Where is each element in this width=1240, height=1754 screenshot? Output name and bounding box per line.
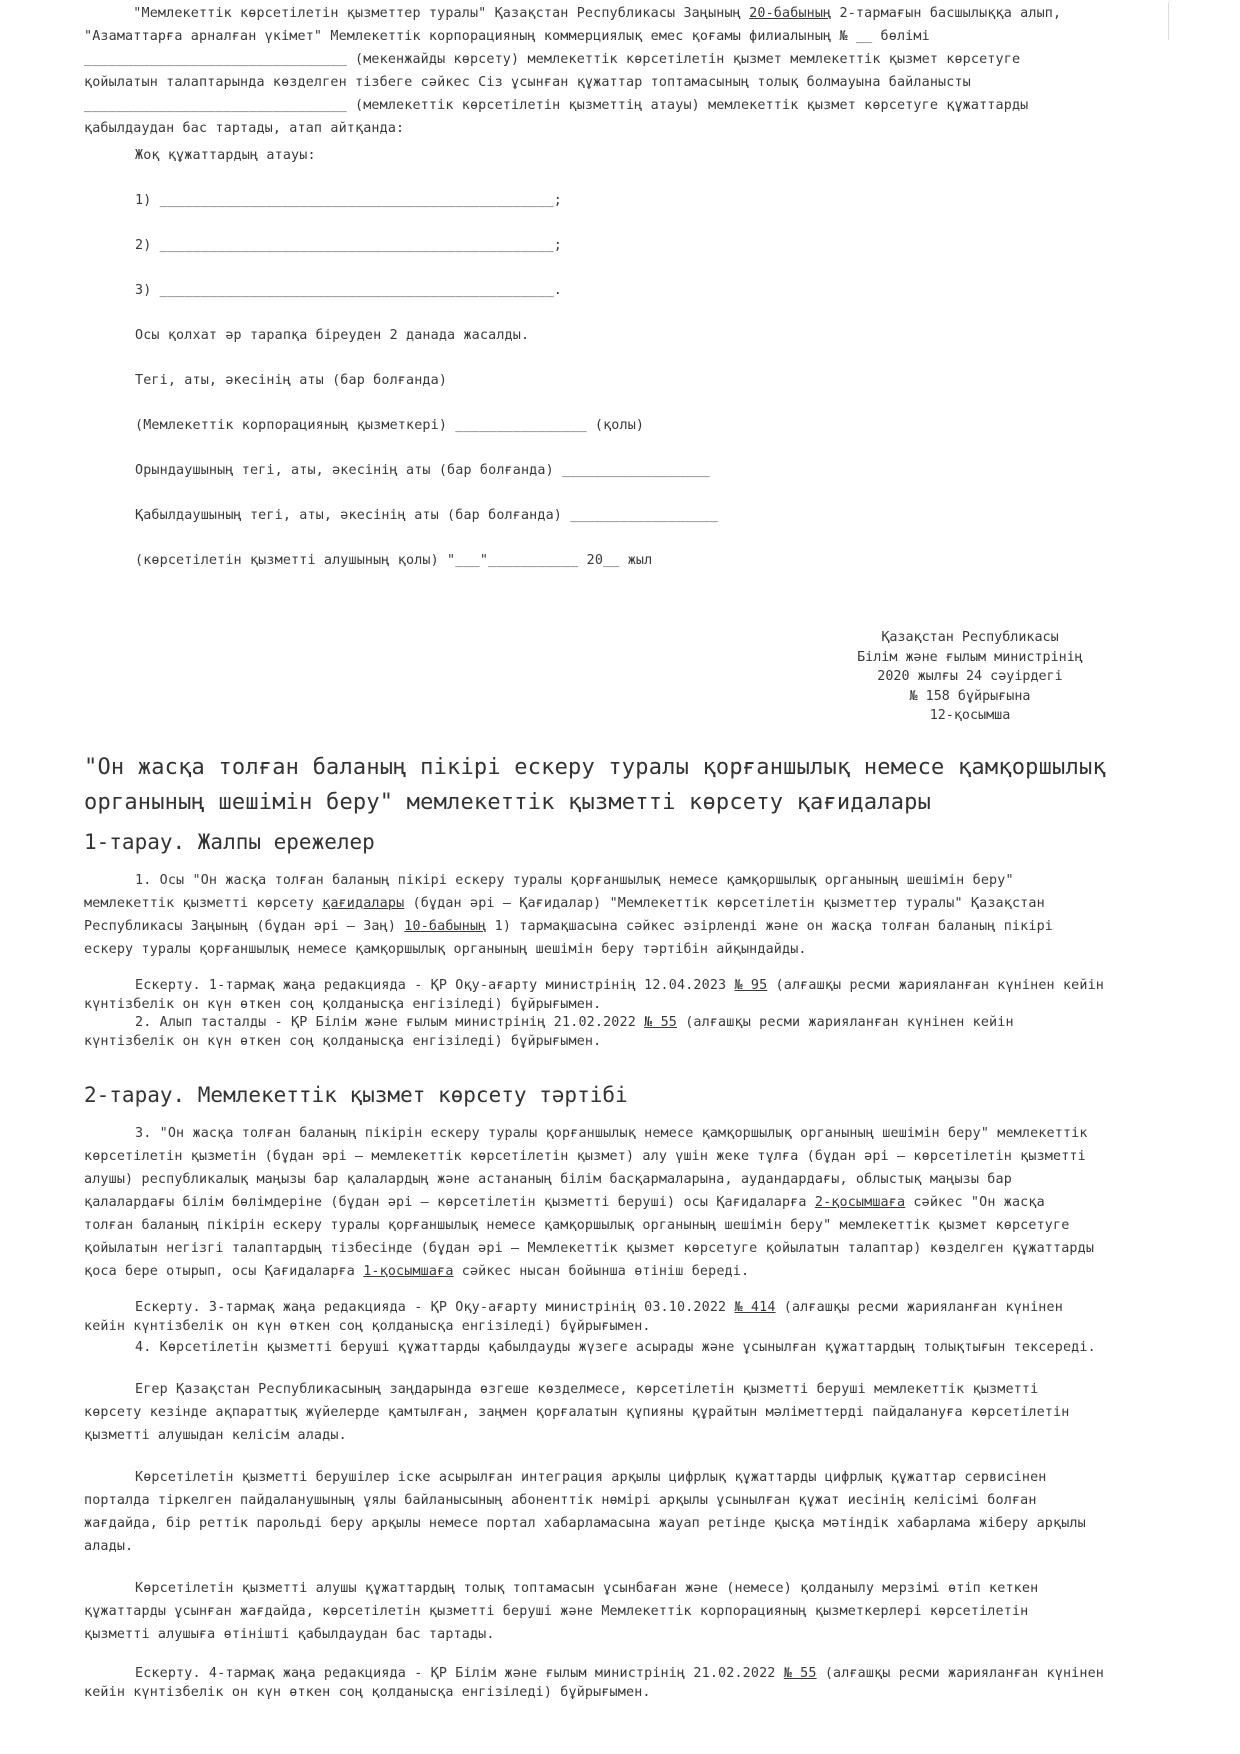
chapter-1 — [84, 827, 1164, 1051]
appendix-1-link[interactable]: 1-қосымшаға — [363, 1264, 454, 1279]
stamp-line: № 158 бұйрығына — [909, 688, 1031, 704]
paragraph-1-line: ескеру туралы қорғаншылық немесе қамқоршылық органының шешімін беру тәртібін айқындайды. — [84, 942, 807, 957]
paragraph-3-line: қалалардағы білім бөлімдеріне (бұдан әрі – көрсетілетін қызметті беруші) осы Қағидаларға 2-қосымшаға сәйкес "Он жасқа — [84, 1195, 1045, 1210]
stamp-line: Қазақстан Республикасы — [881, 630, 1059, 645]
employee-signature-line: (Мемлекеттік корпорацияның қызметкері) ________________ (қолы) — [135, 418, 645, 433]
digital-docs-line: порталда тіркелген пайдаланушының ұялы байланысының абоненттік нөмірі арқылы ұсынылған құжат иесінің келісімі болған — [84, 1493, 1037, 1508]
missing-docs-label: Жоқ құжаттардың атауы: — [135, 148, 316, 163]
appendix-2-link[interactable]: 2-қосымшаға — [814, 1195, 906, 1210]
order-95-link[interactable]: № 95 — [734, 978, 768, 993]
paragraph-1-line: Республикасы Заңының (бұдан әрі – Заң) 10-бабының 1) тармақшасына сәйкес әзірленді және он жасқа толған баланың пікірі — [84, 919, 1054, 934]
note-4-line: кейін күнтізбелік он күн өткен соң қолданысқа енгізіледі) бұйрығымен. — [84, 1684, 651, 1700]
receiver-line: Қабылдаушының тегі, аты, әкесінің аты (бар болғанда) __________________ — [135, 508, 719, 523]
order-55-link[interactable]: № 55 — [783, 1666, 817, 1681]
refusal-line: құжаттарды ұсынған жағдайда, көрсетілетін қызметті беруші және Мемлекеттік корпорацияның қызметкерлері көрсетілетін — [84, 1604, 1029, 1619]
receipt-intro-line: қабылдаудан бас тартады, атап айтқанда: — [84, 121, 405, 136]
name-label: Тегі, аты, әкесінің аты (бар болғанда) — [135, 373, 448, 388]
digital-docs-line: алады. — [84, 1539, 134, 1554]
note-4-line: Ескерту. 4-тармақ жаңа редакцияда - ҚР Білім және ғылым министрінің 21.02.2022 № 55 (алғашқы ресми жарияланған күнінен — [135, 1666, 1105, 1681]
digital-docs-line: жағдайда, бір реттік парольді беру арқылы немесе портал хабарламасына жауап ретінде қысқа мәтіндік хабарлама жіберу арқылы — [84, 1516, 1086, 1531]
receipt-intro-line: қойылатын талаптарында көзделген тізбеге сәйкес Сіз ұсынған құжаттар топтамасының толық болмауына байланысты — [84, 75, 971, 90]
missing-docs-block — [84, 144, 1164, 572]
chapter-2-heading: 2-тарау. Мемлекеттік қызмет көрсету тәртібі — [84, 1083, 628, 1107]
paragraph-2-line: 2. Алып тасталды - ҚР Білім және ғылым министрінің 21.02.2022 № 55 (алғашқы ресми жарияланған күнінен кейін — [135, 1015, 1014, 1030]
note-3-line: кейін күнтізбелік он күн өткен соң қолданысқа енгізіледі) бұйрығымен. — [84, 1318, 651, 1334]
missing-doc-item: 3) ________________________________________________. — [135, 283, 563, 298]
refusal-line: Көрсетілетін қызметті алушы құжаттардың толық топтамасын ұсынбаған және (немесе) қолданылу мерзімі өтіп кеткен — [135, 1581, 1039, 1596]
receipt-intro-line: "Азаматтарға арналған үкімет" Мемлекеттік корпорацияның коммерциялық емес қоғамы филиалының № __ бөлімі — [84, 29, 930, 44]
note-1-line: күнтізбелік он күн өткен соң қолданысқа енгізіледі) бұйрығымен. — [84, 996, 602, 1012]
paragraph-4: 4. Көрсетілетін қызметті беруші құжаттарды қабылдауды жүзеге асырады және ұсынылған құжаттардың толықтығын тексереді. — [135, 1340, 1096, 1355]
note-1-line: Ескерту. 1-тармақ жаңа редакцияда - ҚР Оқу-ағарту министрінің 12.04.2023 № 95 (алғашқы ресми жарияланған күнінен кейін — [135, 978, 1105, 993]
paragraph-3-line: қоса бере отырып, осы Қағидаларға 1-қосымшаға сәйкес нысан бойынша өтініш береді. — [84, 1264, 750, 1279]
refusal-line: қызметті алушыға өтінішті қабылдаудан бас тартады. — [84, 1627, 495, 1642]
consent-line: Егер Қазақстан Республикасының заңдарында өзгеше көзделмесе, көрсетілетін қызметті беруші мемлекеттік қызметті — [135, 1382, 1039, 1397]
receipt-intro-line: "Мемлекеттік көрсетілетін қызметтер туралы" Қазақстан Республикасы Заңының 20-бабының 2-тармағын басшылыққа алып, — [84, 6, 1062, 21]
missing-doc-item: 1) ________________________________________________; — [135, 193, 563, 208]
stamp-line: Білім және ғылым министрінің — [857, 649, 1083, 665]
note-3-line: Ескерту. 3-тармақ жаңа редакцияда - ҚР Оқу-ағарту министрінің 03.10.2022 № 414 (алғашқы ресми жарияланған күнінен — [135, 1300, 1063, 1315]
missing-doc-item: 2) ________________________________________________; — [135, 238, 563, 253]
article-20-link[interactable]: 20-бабының — [749, 6, 832, 21]
digital-docs-line: Көрсетілетін қызметті берушілер іске асырылған интеграция арқылы цифрлық құжаттарды цифрлық құжаттар сервисінен — [135, 1470, 1047, 1485]
chapter-1-heading: 1-тарау. Жалпы ережелер — [84, 830, 375, 854]
paragraph-3-line: толған баланың пікірін ескеру туралы қорғаншылық немесе қамқоршылық органының шешімін беру" мемлекеттік қызмет көрсетуге — [84, 1218, 1070, 1233]
scrollbar-edge[interactable] — [1168, 0, 1173, 40]
receipt-form — [84, 2, 1164, 140]
article-10-link[interactable]: 10-бабының — [404, 919, 487, 934]
recipient-signature-line: (көрсетілетін қызметті алушының қолы) "___"___________ 20__ жыл — [135, 553, 653, 568]
document-title: "Он жасқа толған баланың пікірі ескеру туралы қорғаншылық немесе қамқоршылық органының шешімін беру" мемлекеттік қызметті көрсету қағидалары — [84, 755, 1106, 815]
paragraph-3-line: 3. "Он жасқа толған баланың пікірін ескеру туралы қорғаншылық немесе қамқоршылық органының шешімін беру" мемлекеттік — [135, 1126, 1088, 1141]
copies-note: Осы қолхат әр тарапқа біреуден 2 данада жасалды. — [135, 328, 530, 343]
consent-line: көрсету кезінде ақпараттық жүйелерде қамтылған, заңмен қорғалатын құпияны құрайтын мәліметтерді пайдалануға көрсетілетін — [84, 1405, 1070, 1420]
paragraph-1-line: мемлекеттік қызметті көрсету қағидалары (бұдан әрі – Қағидалар) "Мемлекеттік көрсетілетін қызметтер туралы" Қазақстан — [84, 896, 1045, 911]
stamp-line: 2020 жылғы 24 сәуірдегі — [877, 669, 1063, 685]
order-414-link[interactable]: № 414 — [734, 1300, 776, 1315]
paragraph-3-line: көрсетілетін қызметін (бұдан әрі – мемлекеттік көрсетілетін қызмет) алу үшін жеке тұлға (бұдан әрі – көрсетілетін қызметті — [84, 1149, 1086, 1164]
consent-line: қызметті алушыдан келісім алады. — [84, 1428, 347, 1443]
receipt-intro-line: ________________________________ (мекенжайды көрсету) мемлекеттік көрсетілетін қызмет мемлекеттік қызмет көрсетуге — [84, 52, 1021, 67]
appendix-stamp — [800, 628, 1140, 726]
receipt-intro-line: ________________________________ (мемлекеттік көрсетілетін қызметтің атауы) мемлекеттік қызмет көрсетуге құжаттарды — [84, 98, 1029, 113]
paragraph-3-line: алушы) республикалық маңызы бар қалалардың және астананың білім басқармаларына, аудандардағы, облыстық маңызы бар — [84, 1172, 1012, 1187]
paragraph-1-line: 1. Осы "Он жасқа толған баланың пікірі ескеру туралы қорғаншылық немесе қамқоршылық органының шешімін беру" — [135, 873, 1014, 888]
paragraph-2-line: күнтізбелік он күн өткен соң қолданысқа енгізіледі) бұйрығымен. — [84, 1033, 602, 1049]
stamp-line: 12-қосымша — [929, 708, 1011, 724]
chapter-2 — [84, 1080, 1164, 1702]
rules-link[interactable]: қағидалары — [322, 896, 405, 911]
order-55-link[interactable]: № 55 — [644, 1015, 677, 1030]
executor-line: Орындаушының тегі, аты, әкесінің аты (бар болғанда) __________________ — [135, 463, 710, 478]
paragraph-3-line: қойылатын негізгі талаптардың тізбесінде (бұдан әрі – Мемлекеттік қызмет көрсетуге қойылатын талаптар) көзделген құжаттарды — [84, 1241, 1095, 1256]
